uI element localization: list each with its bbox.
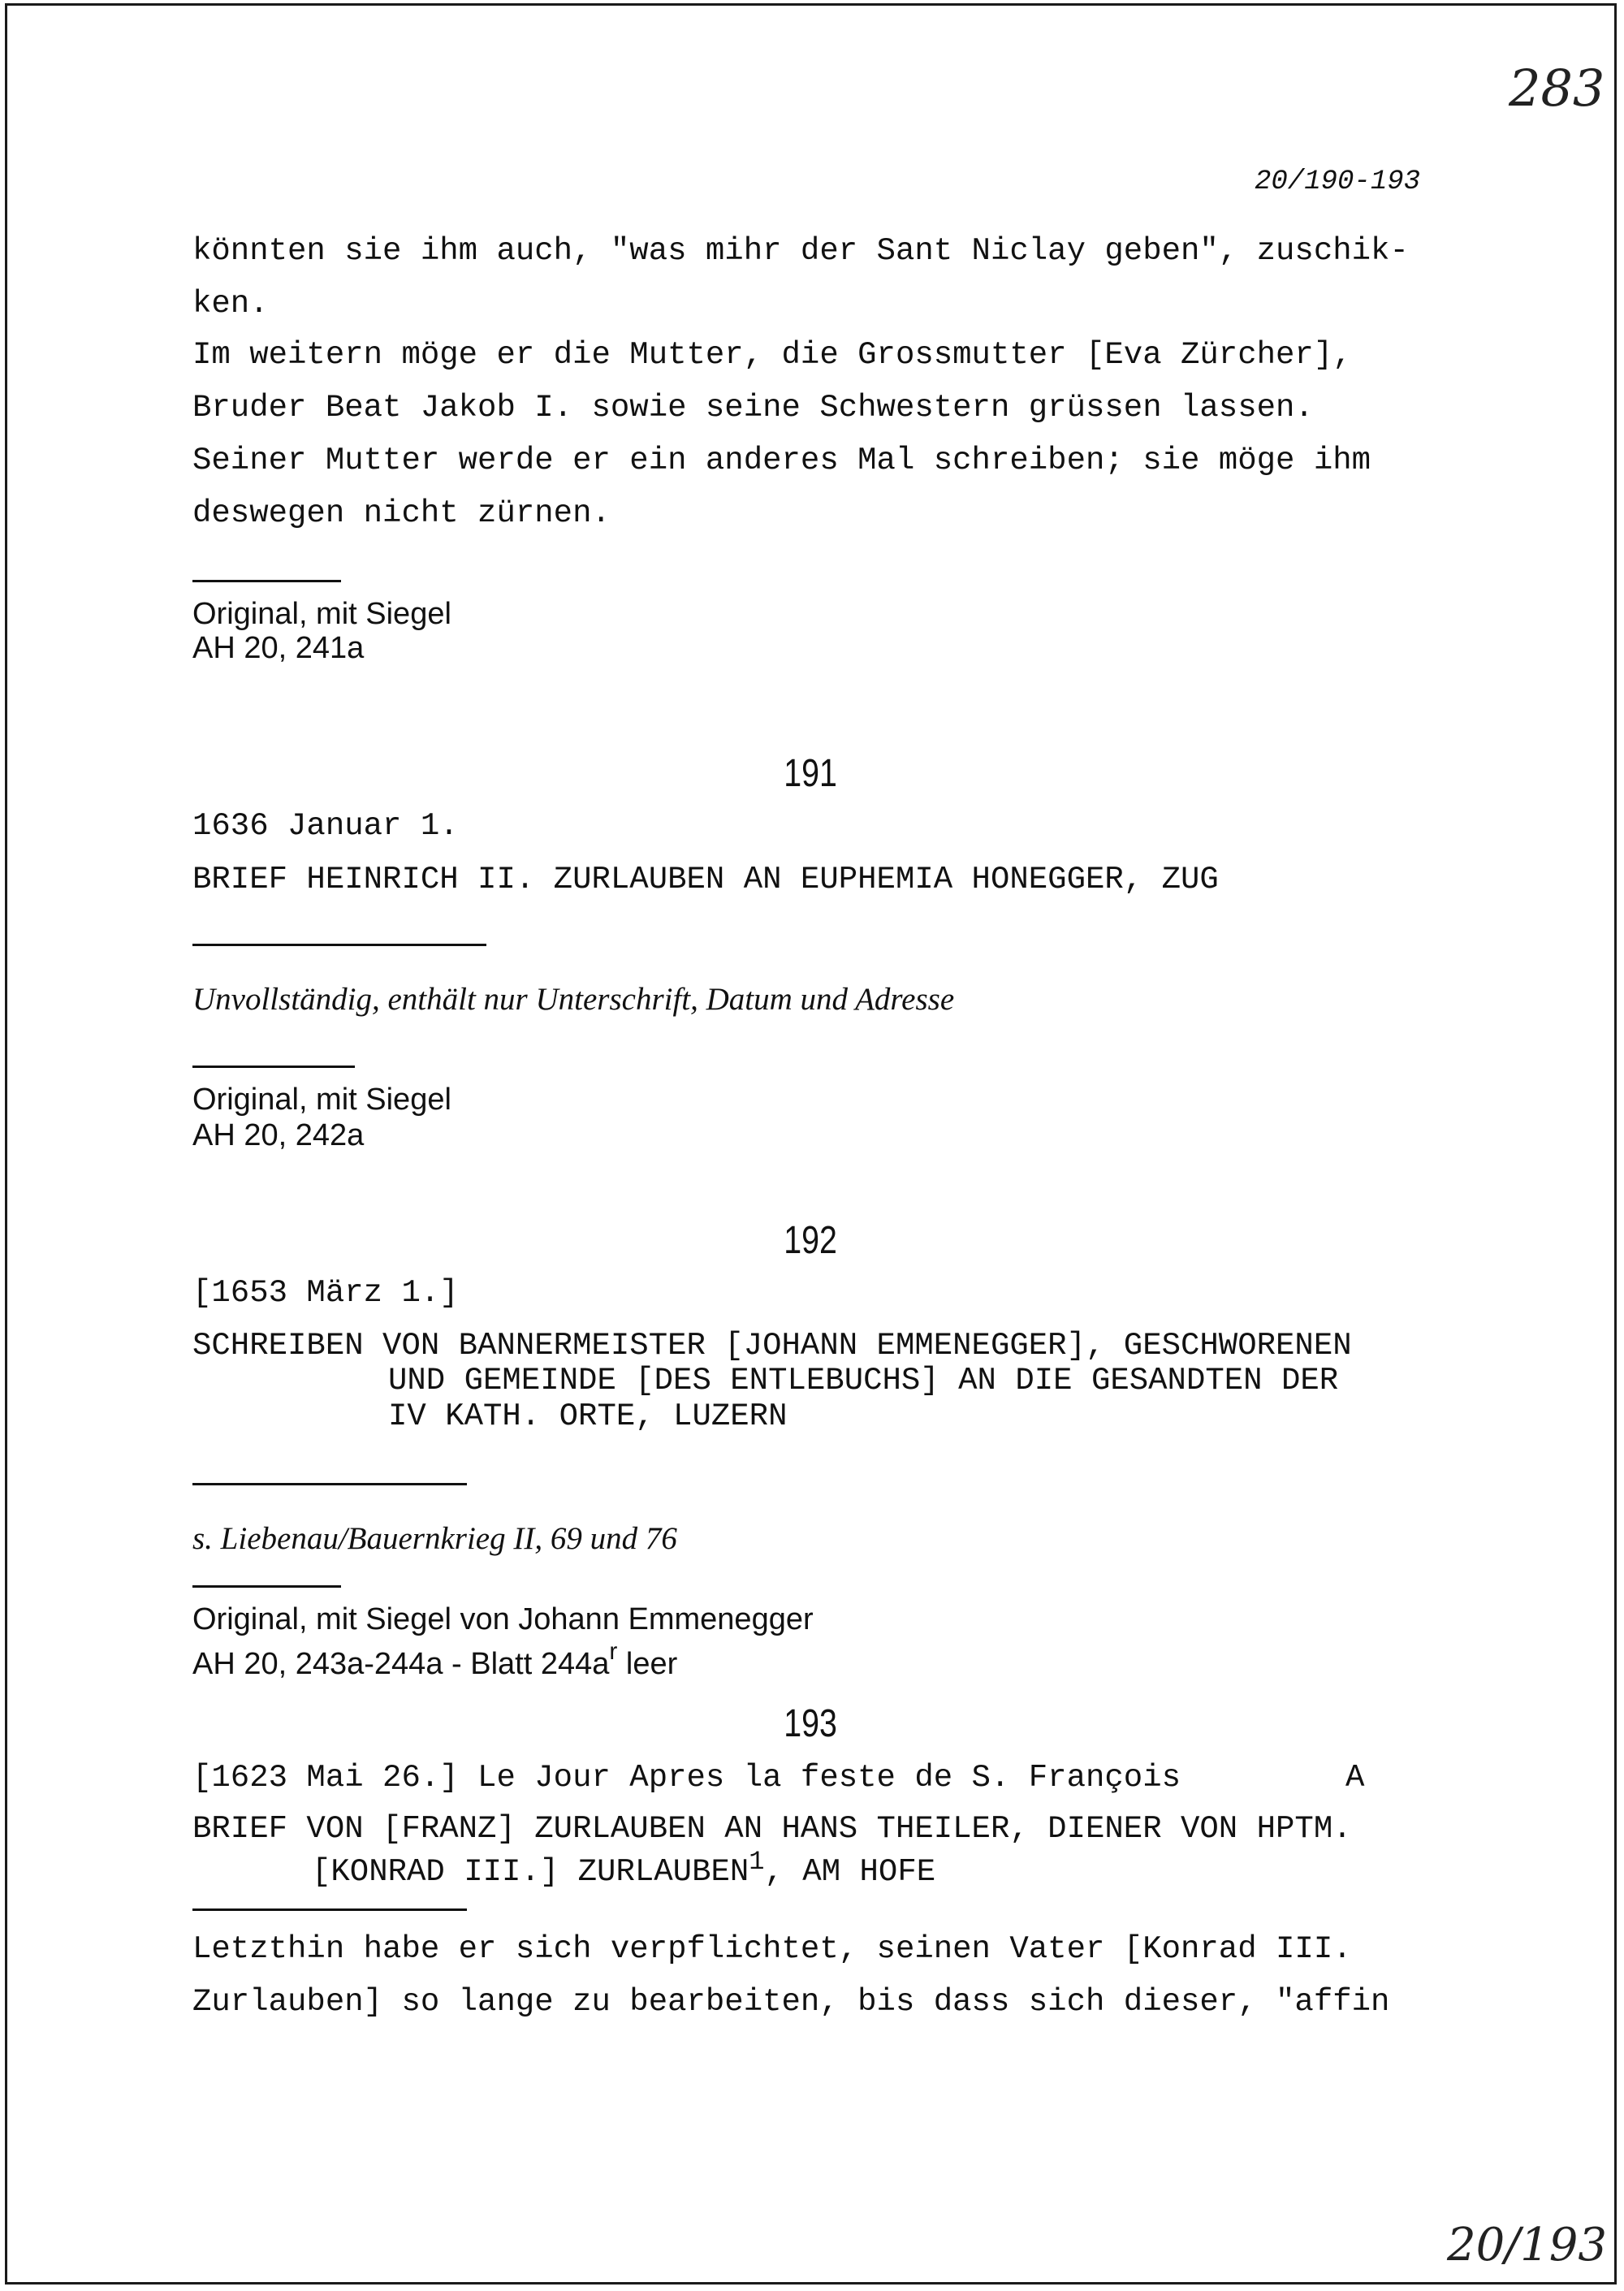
entry-source-superscript: r [609, 1638, 618, 1665]
intro-line: Bruder Beat Jakob I. sowie seine Schwestern grüssen lassen. [192, 390, 1314, 426]
header-reference: 20/190-193 [1255, 166, 1421, 197]
entry-title-text: [KONRAD III.] ZURLAUBEN [312, 1854, 749, 1890]
body-line: Letzthin habe er sich verpflichtet, seinen Vater [Konrad III. [192, 1931, 1352, 1967]
intro-line: ken. [192, 286, 269, 322]
entry-title-line [312, 1847, 935, 1890]
entry-date: [1623 Mai 26.] Le Jour Apres la feste de S. François [192, 1760, 1181, 1796]
entry-title-line: BRIEF HEINRICH II. ZURLAUBEN AN EUPHEMIA HONEGGER, ZUG [192, 862, 1219, 897]
entry-source-suffix: leer [625, 1647, 678, 1681]
divider-rule [192, 1585, 341, 1588]
intro-source-ref: AH 20, 241a [192, 631, 365, 665]
entry-title-line: UND GEMEINDE [DES ENTLEBUCHS] AN DIE GESANDTEN DER [388, 1363, 1339, 1398]
entry-title-line: IV KATH. ORTE, LUZERN [388, 1398, 788, 1434]
entry-number: 191 [784, 752, 837, 795]
divider-rule [192, 580, 341, 582]
entry-title-line: BRIEF VON [FRANZ] ZURLAUBEN AN HANS THEILER, DIENER VON HPTM. [192, 1811, 1352, 1847]
intro-line: Seiner Mutter werde er ein anderes Mal schreiben; sie möge ihm [192, 443, 1371, 478]
divider-rule [192, 1908, 467, 1911]
intro-line: könnten sie ihm auch, "was mihr der Sant Niclay geben", zuschik- [192, 233, 1409, 269]
divider-rule [192, 1483, 467, 1485]
entry-source-ref-text: AH 20, 243a-244a - Blatt 244a [192, 1647, 610, 1681]
entry-date-marker: A [1345, 1760, 1365, 1796]
divider-rule [192, 944, 486, 946]
entry-number: 193 [784, 1702, 837, 1745]
entry-source-line: Original, mit Siegel [192, 1083, 451, 1117]
divider-rule [192, 1066, 355, 1068]
entry-title-line: SCHREIBEN VON BANNERMEISTER [JOHANN EMMENEGGER], GESCHWORENEN [192, 1328, 1352, 1364]
entry-number: 192 [784, 1219, 837, 1262]
body-line: Zurlauben] so lange zu bearbeiten, bis dass sich dieser, "affin [192, 1984, 1390, 2020]
entry-title-suffix: , AM HOFE [764, 1854, 936, 1890]
entry-source-line: Original, mit Siegel von Johann Emmenegger [192, 1602, 814, 1636]
intro-line: Im weitern möge er die Mutter, die Grossmutter [Eva Zürcher], [192, 337, 1352, 373]
entry-note: Unvollständig, enthält nur Unterschrift, Datum und Adresse [192, 982, 955, 1017]
handwritten-footer-mark: 20/193 [1447, 2219, 1608, 2272]
entry-source-ref: AH 20, 242a [192, 1118, 365, 1152]
intro-line: deswegen nicht zürnen. [192, 495, 611, 531]
intro-source-line: Original, mit Siegel [192, 597, 451, 631]
entry-source-ref [192, 1638, 677, 1682]
handwritten-page-number: 283 [1509, 58, 1605, 118]
entry-date: [1653 März 1.] [192, 1275, 459, 1311]
footnote-marker: 1 [749, 1847, 765, 1877]
entry-note: s. Liebenau/Bauernkrieg II, 69 und 76 [192, 1521, 677, 1556]
entry-date: 1636 Januar 1. [192, 808, 459, 844]
